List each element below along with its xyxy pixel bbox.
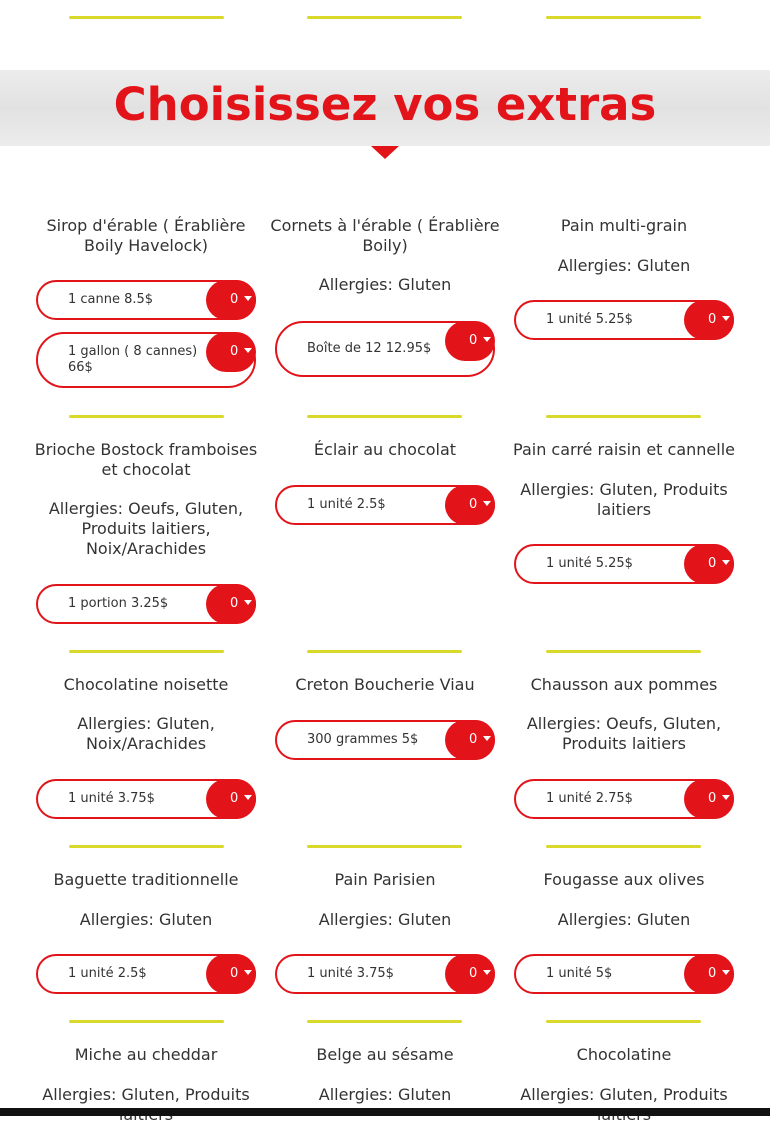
chevron-down-icon xyxy=(483,970,491,975)
quantity-value: 0 xyxy=(469,497,478,512)
divider xyxy=(307,845,462,848)
option-label: 1 unité 3.75$ xyxy=(307,966,394,981)
chevron-down-icon xyxy=(244,348,252,353)
option-select[interactable] xyxy=(36,332,256,388)
chevron-down-icon xyxy=(722,316,730,321)
chevron-down-icon xyxy=(244,970,252,975)
option-select[interactable] xyxy=(514,544,734,584)
quantity-value: 0 xyxy=(230,292,239,307)
quantity-dropdown[interactable] xyxy=(445,485,495,525)
divider xyxy=(307,16,462,19)
divider xyxy=(546,1020,701,1023)
product-allergies: Allergies: Gluten xyxy=(79,910,213,929)
quantity-dropdown[interactable] xyxy=(206,280,256,320)
product-allergies: Allergies: Gluten xyxy=(318,910,452,929)
option-select[interactable] xyxy=(514,300,734,340)
product-allergies: Allergies: Gluten xyxy=(318,1085,452,1104)
product-name: Sirop d'érable ( Érablière Boily Havelock) xyxy=(46,216,246,255)
product-name: Chocolatine xyxy=(576,1045,672,1064)
quantity-dropdown[interactable] xyxy=(206,584,256,624)
divider xyxy=(546,16,701,19)
option-label: 1 gallon ( 8 cannes) 66$ xyxy=(68,344,198,375)
option-label: Boîte de 12 12.95$ xyxy=(307,341,432,356)
product-allergies: Allergies: Oeufs, Gluten, Produits laitiers, Noix/Arachides xyxy=(48,499,244,558)
quantity-value: 0 xyxy=(708,966,717,981)
option-select[interactable] xyxy=(36,584,256,624)
option-label: 1 portion 3.25$ xyxy=(68,596,169,611)
option-select[interactable] xyxy=(36,954,256,994)
option-label: 1 unité 5$ xyxy=(546,966,613,981)
product-name: Miche au cheddar xyxy=(74,1045,218,1064)
option-label: 300 grammes 5$ xyxy=(307,732,419,747)
quantity-dropdown[interactable] xyxy=(684,300,734,340)
quantity-dropdown[interactable] xyxy=(445,321,495,361)
divider xyxy=(69,1020,224,1023)
product-name: Belge au sésame xyxy=(316,1045,454,1064)
chevron-down-icon xyxy=(722,970,730,975)
divider xyxy=(546,845,701,848)
option-label: 1 unité 2.75$ xyxy=(546,791,633,806)
divider xyxy=(307,650,462,653)
bottom-bar xyxy=(0,1108,770,1116)
quantity-dropdown[interactable] xyxy=(684,544,734,584)
product-name: Chausson aux pommes xyxy=(530,675,718,694)
product-allergies: Allergies: Gluten xyxy=(557,910,691,929)
product-allergies: Allergies: Gluten, Noix/Arachides xyxy=(77,714,215,753)
quantity-value: 0 xyxy=(230,344,239,359)
quantity-dropdown[interactable] xyxy=(445,720,495,760)
divider xyxy=(307,415,462,418)
divider xyxy=(546,650,701,653)
product-name: Brioche Bostock framboises et chocolat xyxy=(34,440,258,479)
quantity-dropdown[interactable] xyxy=(684,779,734,819)
product-allergies: Allergies: Gluten, Produits laitiers xyxy=(520,480,728,519)
quantity-value: 0 xyxy=(469,732,478,747)
product-allergies: Allergies: Gluten, Produits xyxy=(42,1085,250,1104)
product-name: Creton Boucherie Viau xyxy=(295,675,475,694)
option-label: 1 unité 5.25$ xyxy=(546,312,633,327)
divider xyxy=(546,415,701,418)
product-allergies: Allergies: Gluten xyxy=(557,256,691,275)
quantity-dropdown[interactable] xyxy=(206,954,256,994)
option-label: 1 unité 2.5$ xyxy=(68,966,147,981)
product-allergies: Allergies: Gluten xyxy=(318,275,452,294)
quantity-dropdown[interactable] xyxy=(445,954,495,994)
chevron-down-icon xyxy=(722,795,730,800)
chevron-down-icon xyxy=(483,337,491,342)
chevron-down-icon xyxy=(371,146,399,159)
chevron-down-icon xyxy=(722,560,730,565)
option-select[interactable] xyxy=(275,720,495,760)
chevron-down-icon xyxy=(244,600,252,605)
quantity-value: 0 xyxy=(230,966,239,981)
option-select[interactable] xyxy=(275,321,495,377)
product-name: Chocolatine noisette xyxy=(63,675,229,694)
quantity-value: 0 xyxy=(230,791,239,806)
option-label: 1 unité 3.75$ xyxy=(68,791,155,806)
divider xyxy=(69,650,224,653)
product-name: Pain multi-grain xyxy=(560,216,688,235)
option-select[interactable] xyxy=(36,280,256,320)
quantity-dropdown[interactable] xyxy=(206,779,256,819)
quantity-value: 0 xyxy=(230,596,239,611)
product-name: Pain carré raisin et cannelle xyxy=(513,440,735,459)
product-name: Fougasse aux olives xyxy=(543,870,705,889)
product-name: Éclair au chocolat xyxy=(313,440,457,459)
quantity-value: 0 xyxy=(708,312,717,327)
quantity-value: 0 xyxy=(469,333,478,348)
option-select[interactable] xyxy=(275,954,495,994)
divider xyxy=(69,16,224,19)
option-select[interactable] xyxy=(514,954,734,994)
chevron-down-icon xyxy=(483,501,491,506)
quantity-dropdown[interactable] xyxy=(684,954,734,994)
divider xyxy=(69,415,224,418)
product-name: Pain Parisien xyxy=(334,870,436,889)
quantity-value: 0 xyxy=(708,556,717,571)
option-label: 1 unité 2.5$ xyxy=(307,497,386,512)
product-name: Cornets à l'érable ( Érablière Boily) xyxy=(270,216,500,255)
option-select[interactable] xyxy=(275,485,495,525)
section-title: Choisissez vos extras xyxy=(113,78,657,131)
divider xyxy=(307,1020,462,1023)
chevron-down-icon xyxy=(244,795,252,800)
chevron-down-icon xyxy=(244,296,252,301)
quantity-dropdown[interactable] xyxy=(206,332,256,372)
product-allergies: Allergies: Oeufs, Gluten, Produits laitiers xyxy=(526,714,722,753)
option-select[interactable] xyxy=(514,779,734,819)
divider xyxy=(69,845,224,848)
chevron-down-icon xyxy=(483,736,491,741)
option-select[interactable] xyxy=(36,779,256,819)
quantity-value: 0 xyxy=(469,966,478,981)
option-label: 1 canne 8.5$ xyxy=(68,292,154,307)
product-name: Baguette traditionnelle xyxy=(53,870,239,889)
quantity-value: 0 xyxy=(708,791,717,806)
option-label: 1 unité 5.25$ xyxy=(546,556,633,571)
product-allergies: Allergies: Gluten, Produits xyxy=(520,1085,728,1104)
